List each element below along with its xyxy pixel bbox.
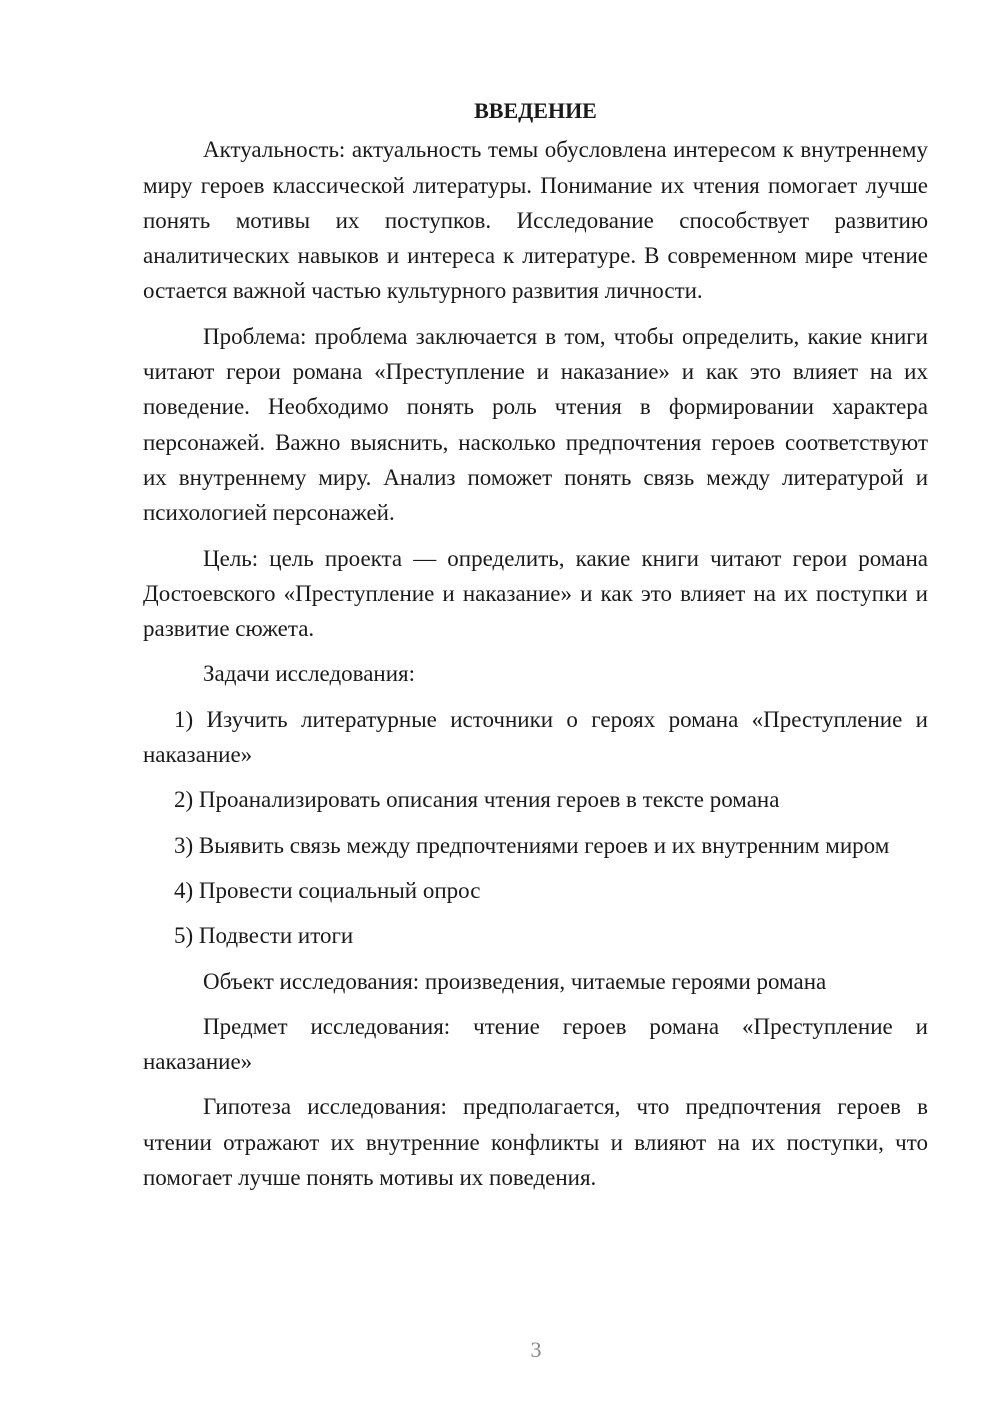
- object-paragraph: Объект исследования: произведения, читаемые героями романа: [203, 968, 827, 994]
- task-item: 4) Провести социальный опрос: [174, 877, 481, 903]
- task-item: 3) Выявить связь между предпочтениями героев и их внутренним миром: [174, 832, 890, 858]
- section-title: ВВЕДЕНИЕ: [474, 98, 597, 123]
- goal-paragraph: Цель: цель проекта — определить, какие книги читают герои романа Достоевского «Преступление и наказание» и как это влияет на их поступки и развитие сюжета.: [143, 545, 928, 642]
- hypothesis-paragraph: Гипотеза исследования: предполагается, что предпочтения героев в чтении отражают их внутренние конфликты и влияют на их поступки, что помогает лучше понять мотивы их поведения.: [143, 1094, 928, 1191]
- task-item: 1) Изучить литературные источники о героях романа «Преступление и наказание»: [143, 706, 928, 768]
- tasks-heading: Задачи исследования:: [203, 661, 416, 687]
- page-content: [143, 93, 928, 1205]
- task-item: 5) Подвести итоги: [174, 923, 354, 949]
- subject-paragraph: Предмет исследования: чтение героев романа «Преступление и наказание»: [143, 1013, 928, 1075]
- task-item: 2) Проанализировать описания чтения героев в тексте романа: [174, 787, 780, 813]
- page-number: 3: [530, 1337, 542, 1362]
- relevance-paragraph: Актуальность: актуальность темы обусловлена интересом к внутреннему миру героев классической литературы. Понимание их чтения помогает лучше понять мотивы их поступков. Исследование способствует развитию аналитических навыков и интереса к литературе. В современном мире чтение остается важной частью культурного развития личности.: [143, 137, 928, 304]
- problem-paragraph: Проблема: проблема заключается в том, чтобы определить, какие книги читают герои романа «Преступление и наказание» и как это влияет на их поведение. Необходимо понять роль чтения в формировании характера персонажей. Важно выяснить, насколько предпочтения героев соответствуют их внутреннему миру. Анализ поможет понять связь между литературой и психологией персонажей.: [143, 323, 928, 526]
